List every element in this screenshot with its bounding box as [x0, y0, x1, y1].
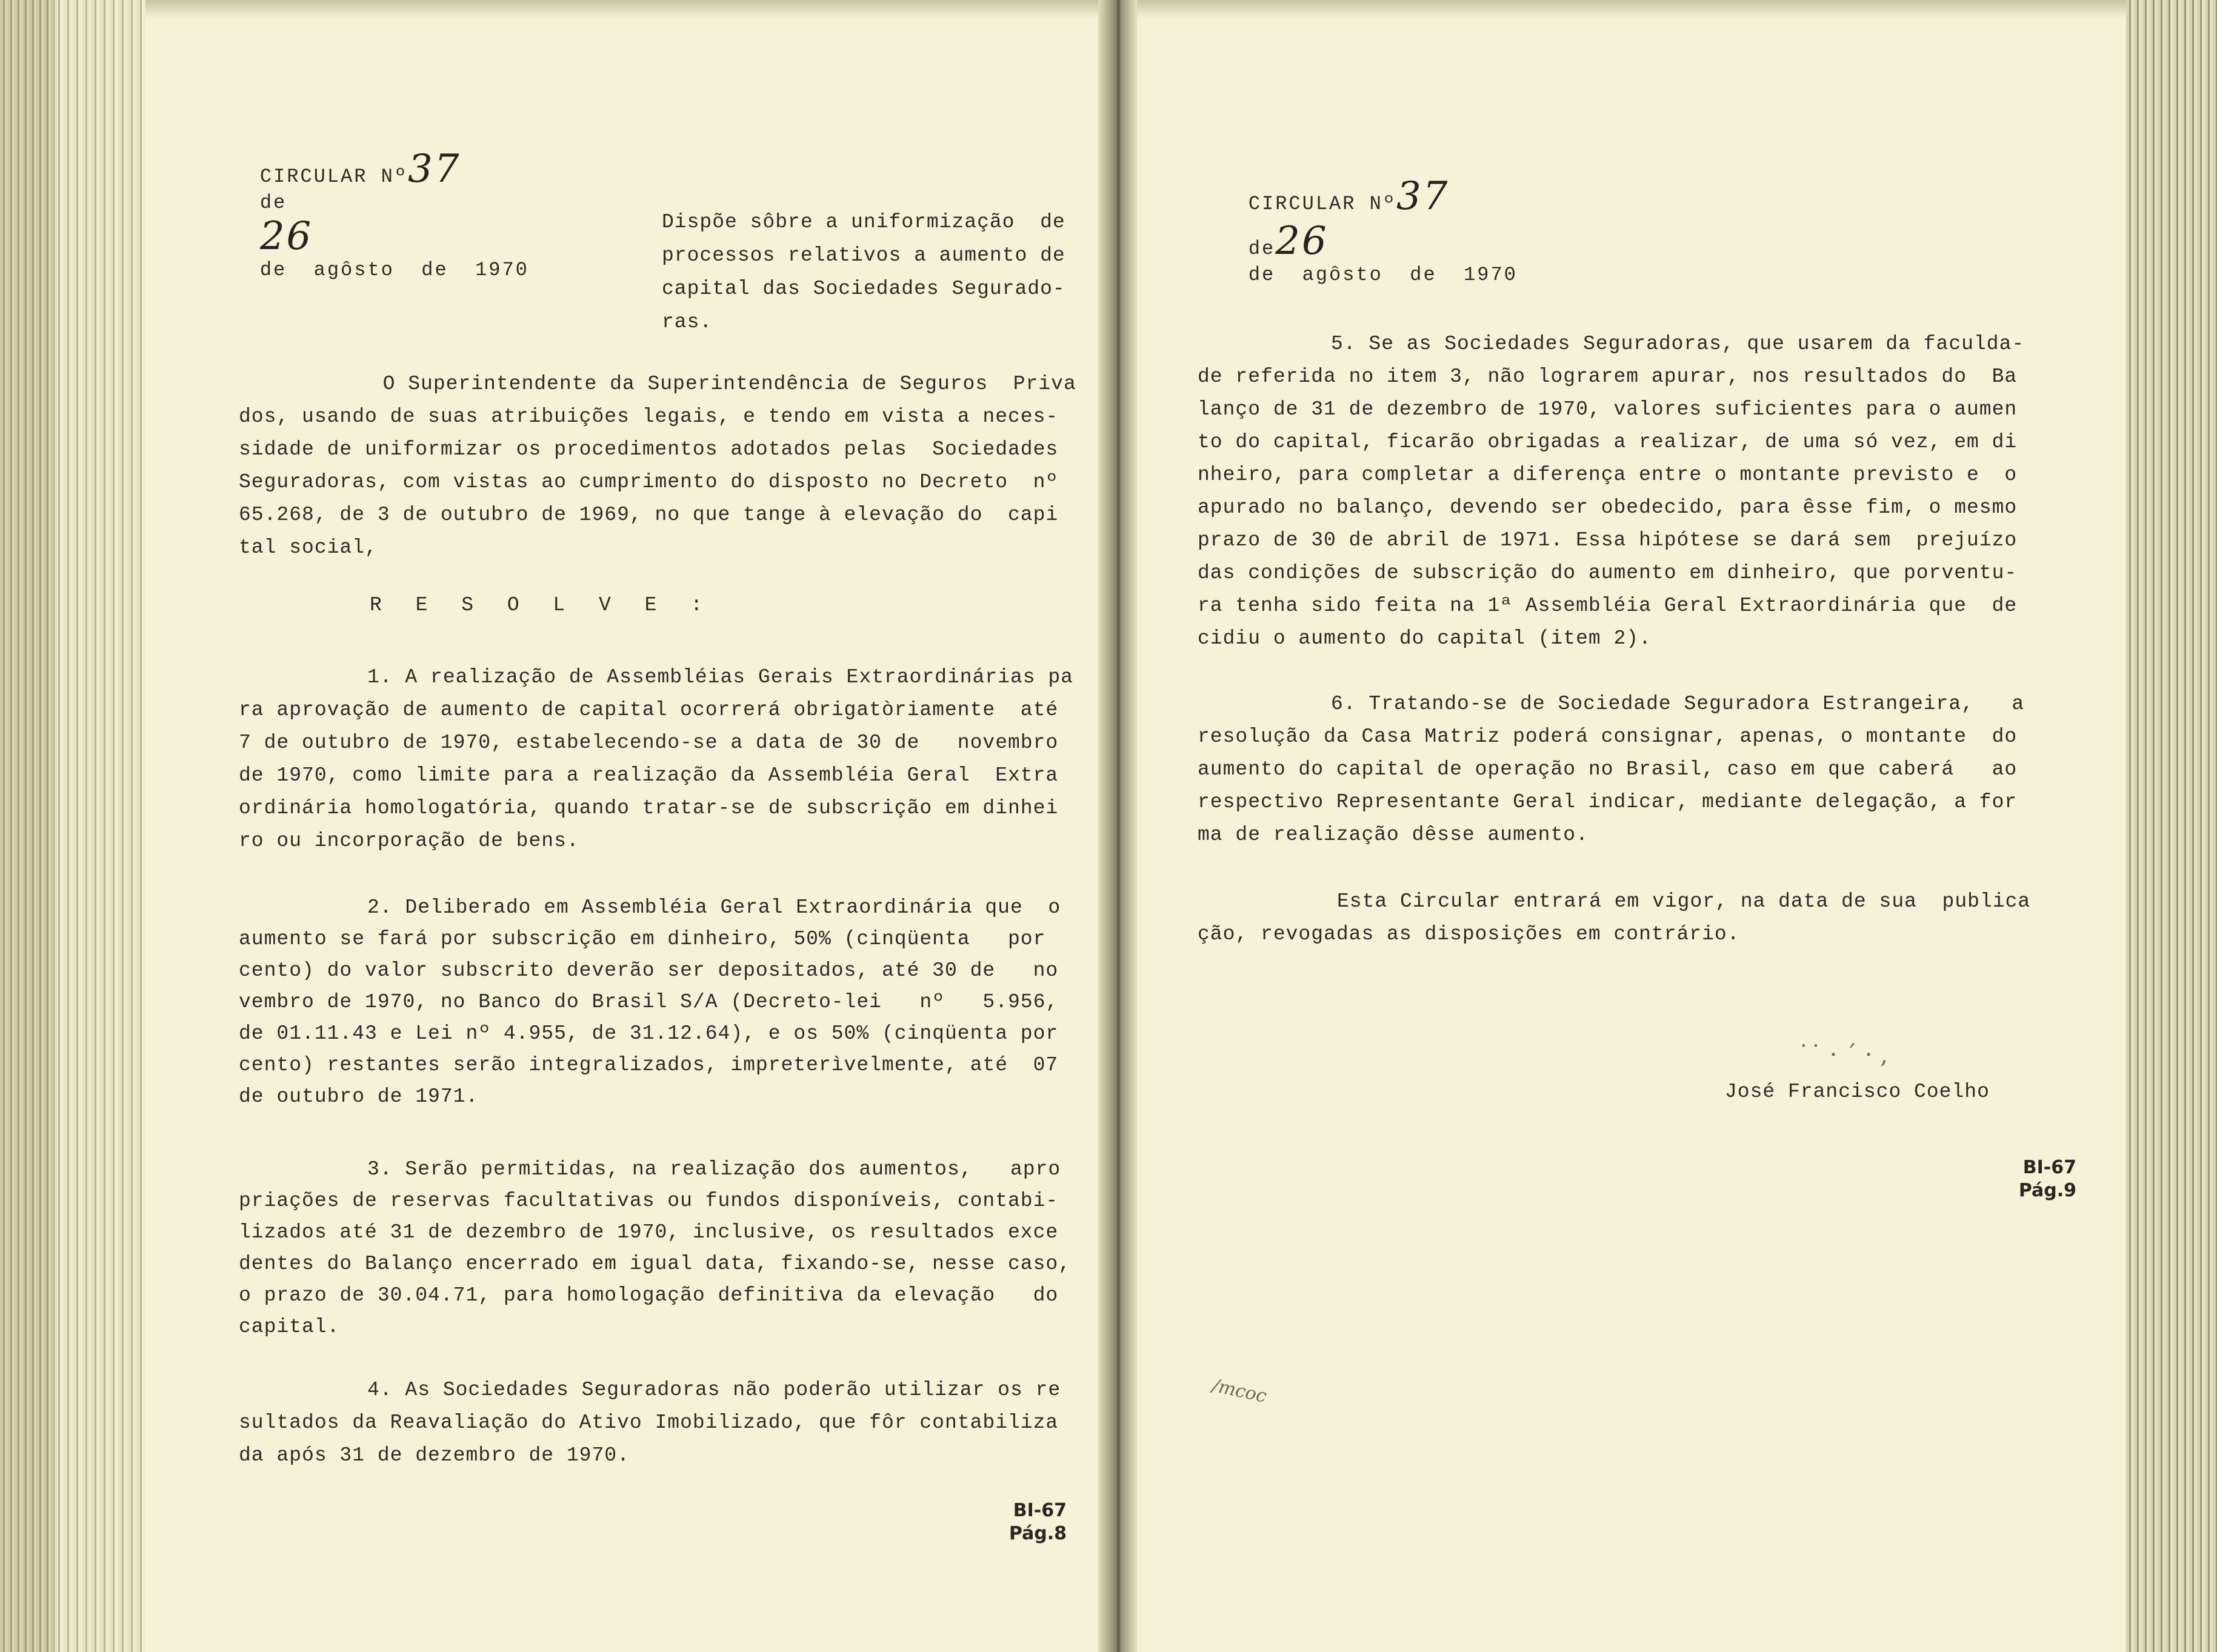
signatory-name: José Francisco Coelho	[1725, 1081, 1990, 1103]
left-page	[145, 0, 1099, 1652]
item-line: nheiro, para completar a diferença entre o montante previsto e o	[1198, 464, 2018, 486]
signature-marks: ˙˙ · ´ · ,	[1798, 1041, 1889, 1069]
item-line: de referida no item 3, não lograrem apurar, nos resultados do Ba	[1198, 365, 2018, 388]
item-line: to do capital, ficarão obrigadas a realizar, de uma só vez, em di	[1198, 431, 2018, 453]
item-line: 2. Deliberado em Assembléia Geral Extraordinária que o	[367, 896, 1061, 919]
item-line: o prazo de 30.04.71, para homologação definitiva da elevação do	[239, 1284, 1059, 1307]
item-line: das condições de subscrição do aumento em dinheiro, que porventu-	[1198, 562, 2018, 584]
item-line: da após 31 de dezembro de 1970.	[239, 1444, 630, 1467]
page-stamp-left	[988, 1499, 1067, 1545]
item-line: resolução da Casa Matriz poderá consignar, apenas, o montante do	[1198, 725, 2018, 748]
circular-prefix: CIRCULAR Nº	[259, 165, 408, 188]
stamp-code: BI-67	[1013, 1500, 1067, 1521]
header-date-rest: de agôsto de 1970	[259, 259, 529, 281]
item-line: prazo de 30 de abril de 1971. Essa hipótese se dará sem prejuízo	[1198, 529, 2018, 551]
stamp-page: Pág.9	[2018, 1180, 2076, 1201]
item-line: aumento se fará por subscrição em dinheiro, 50% (cinqüenta por	[239, 928, 1046, 950]
book-gutter	[1098, 0, 1137, 1652]
closing-line: Esta Circular entrará em vigor, na data de sua publica	[1337, 890, 2031, 913]
item-line: 6. Tratando-se de Sociedade Seguradora Estrangeira, a	[1331, 693, 2025, 715]
right-header	[1195, 152, 1518, 308]
item-line: cidiu o aumento do capital (item 2).	[1198, 627, 1652, 650]
circular-number: 37	[1396, 174, 1450, 219]
resolve-heading: R E S O L V E :	[370, 594, 714, 616]
item-line: ra aprovação de aumento de capital ocorrerá obrigatòriamente até	[239, 699, 1059, 721]
left-header	[206, 124, 529, 304]
item-line: cento) do valor subscrito deverão ser depositados, até 30 de no	[239, 959, 1059, 982]
ementa-line: ras.	[662, 311, 713, 333]
header-date-rest: de agôsto de 1970	[1248, 264, 1518, 286]
header-de: de	[259, 192, 287, 214]
book-edge-right	[2126, 0, 2217, 1652]
item-line: priações de reservas facultativas ou fundos disponíveis, contabi-	[239, 1190, 1059, 1212]
closing-line: ção, revogadas as disposições em contrário.	[1198, 923, 1740, 945]
item-line: ro ou incorporação de bens.	[239, 830, 579, 852]
item-line: ma de realização dêsse aumento.	[1198, 824, 1589, 846]
typist-initials: /mcoc	[1210, 1375, 1269, 1407]
item-line: sultados da Reavaliação do Ativo Imobilizado, que fôr contabiliza	[239, 1411, 1059, 1434]
item-line: respectivo Representante Geral indicar, mediante delegação, a for	[1198, 791, 2018, 813]
item-line: 7 de outubro de 1970, estabelecendo-se a data de 30 de novembro	[239, 731, 1059, 754]
item-line: de 1970, como limite para a realização da Assembléia Geral Extra	[239, 764, 1059, 787]
stamp-code: BI-67	[2022, 1157, 2076, 1178]
page-stack-left	[55, 0, 145, 1652]
page-stamp-right	[1998, 1156, 2076, 1202]
circular-day: 26	[259, 214, 313, 259]
item-line: lanço de 31 de dezembro de 1970, valores suficientes para o aumen	[1198, 398, 2018, 421]
preamble-line: sidade de uniformizar os procedimentos adotados pelas Sociedades	[239, 438, 1059, 461]
preamble-line: Seguradoras, com vistas ao cumprimento do disposto no Decreto nº	[239, 471, 1059, 493]
item-line: vembro de 1970, no Banco do Brasil S/A (Decreto-lei nº 5.956,	[239, 991, 1059, 1013]
circular-number: 37	[408, 147, 461, 192]
item-line: 3. Serão permitidas, na realização dos aumentos, apro	[367, 1158, 1061, 1181]
item-line: apurado no balanço, devendo ser obedecido, para êsse fim, o mesmo	[1198, 496, 2018, 519]
item-line: 4. As Sociedades Seguradoras não poderão utilizar os re	[367, 1379, 1061, 1401]
ementa-line: processos relativos a aumento de	[662, 244, 1065, 267]
item-line: de 01.11.43 e Lei nº 4.955, de 31.12.64), e os 50% (cinqüenta por	[239, 1022, 1059, 1045]
ementa-line: Dispõe sôbre a uniformização de	[662, 211, 1065, 233]
header-de: de	[1248, 238, 1276, 260]
right-page	[1137, 0, 2126, 1652]
ementa-line: capital das Sociedades Segurado-	[662, 278, 1065, 300]
item-line: cento) restantes serão integralizados, impreterìvelmente, até 07	[239, 1054, 1059, 1076]
preamble-line: 65.268, de 3 de outubro de 1969, no que tange à elevação do capi	[239, 504, 1059, 526]
book-edge-left	[0, 0, 55, 1652]
item-line: 1. A realização de Assembléias Gerais Extraordinárias pa	[367, 666, 1073, 688]
item-line: dentes do Balanço encerrado em igual data, fixando-se, nesse caso,	[239, 1253, 1072, 1275]
stamp-page: Pág.8	[1008, 1523, 1067, 1544]
item-line: lizados até 31 de dezembro de 1970, inclusive, os resultados exce	[239, 1221, 1059, 1244]
item-line: 5. Se as Sociedades Seguradoras, que usarem da faculda-	[1331, 333, 2025, 355]
preamble-line: dos, usando de suas atribuições legais, e tendo em vista a neces-	[239, 405, 1059, 428]
item-line: aumento do capital de operação no Brasil, caso em que caberá ao	[1198, 758, 2018, 781]
item-line: capital.	[239, 1316, 340, 1338]
item-line: ordinária homologatória, quando tratar-se de subscrição em dinhei	[239, 797, 1059, 819]
item-line: de outubro de 1971.	[239, 1085, 479, 1108]
preamble-line: tal social,	[239, 536, 378, 559]
preamble-line: O Superintendente da Superintendência de Seguros Priva	[358, 373, 1076, 395]
circular-prefix: CIRCULAR Nº	[1248, 193, 1397, 215]
item-line: ra tenha sido feita na 1ª Assembléia Geral Extraordinária que de	[1198, 595, 2018, 617]
circular-day: 26	[1275, 219, 1329, 264]
